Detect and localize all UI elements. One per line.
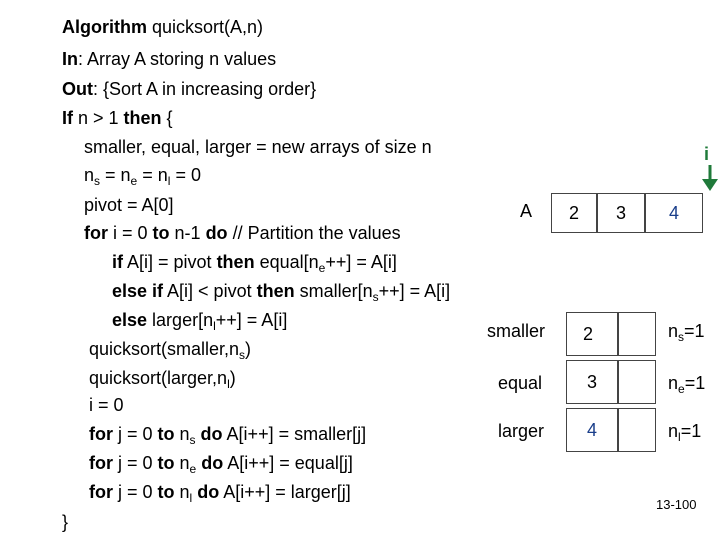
reset-i-statement: i = 0 (89, 395, 124, 415)
smaller-cell-0 (566, 312, 618, 356)
larger-label: larger (498, 421, 545, 441)
equal-cell-1 (618, 360, 656, 404)
loop-sub: s (189, 433, 196, 447)
equal-count (668, 373, 705, 394)
assign-sub: s (372, 290, 379, 304)
code-line-copy-larger (89, 481, 351, 504)
keyword-to: to (157, 424, 175, 444)
code-line-counters (84, 164, 201, 187)
code-line-if (62, 107, 173, 130)
partition-comment: // Partition the values (227, 223, 401, 243)
keyword-algorithm: Algorithm (62, 17, 147, 37)
code-line-in (62, 48, 276, 71)
code-line-out (62, 78, 316, 101)
keyword-do: do (196, 453, 224, 473)
if-condition: n > 1 (73, 108, 124, 128)
count-text: =1 (684, 373, 706, 393)
code-line-copy-equal (89, 452, 353, 475)
smaller-label: smaller (487, 321, 546, 341)
loop-text: j = 0 (113, 482, 158, 502)
count-sub: s (678, 330, 685, 344)
assign-sub: e (318, 261, 326, 275)
larger-cell-0 (566, 408, 618, 452)
loop-text: n-1 (169, 223, 206, 243)
loop-text: i = 0 (108, 223, 153, 243)
keyword-out: Out (62, 79, 93, 99)
slide-number: 13-100 (656, 497, 697, 512)
open-brace: { (161, 108, 173, 128)
output-description: : {Sort A in increasing order} (93, 79, 317, 99)
assign-text: ++] = A[i] (325, 252, 397, 272)
array-a-value-2: 4 (668, 202, 679, 223)
code-line-reset-i (89, 394, 124, 417)
cond-text: A[i] < pivot (163, 281, 257, 301)
counter-text: = n (100, 165, 131, 185)
new-arrays-statement: smaller, equal, larger = new arrays of size n (84, 137, 432, 157)
keyword-else-if: else if (112, 281, 164, 301)
array-a-cell-2 (645, 193, 703, 233)
loop-text: n (174, 453, 190, 473)
array-a-cell-0 (551, 193, 597, 233)
count-text: n (668, 421, 679, 441)
smaller-value-0: 2 (583, 323, 594, 344)
array-a-value-1: 3 (615, 202, 626, 223)
code-line-recurse-smaller (89, 338, 251, 361)
code-line-else-if-smaller (112, 280, 450, 303)
down-arrow-icon (700, 165, 720, 193)
array-a-label: A (520, 201, 533, 221)
algorithm-signature: quicksort(A,n) (147, 17, 264, 37)
keyword-to: to (152, 223, 170, 243)
keyword-then: then (123, 108, 162, 128)
pointer-i-label: i (704, 144, 710, 164)
call-text: quicksort(smaller,n (89, 339, 240, 359)
code-line-new-arrays (84, 136, 432, 159)
keyword-to: to (157, 482, 175, 502)
loop-sub: e (189, 462, 197, 476)
assign-text: equal[n (254, 252, 319, 272)
keyword-then: then (256, 281, 295, 301)
array-a-value-0: 2 (568, 202, 579, 223)
loop-text: n (174, 482, 190, 502)
close-brace: } (62, 512, 69, 532)
keyword-for: for (89, 424, 113, 444)
code-line-algorithm (62, 16, 263, 39)
keyword-if: If (62, 108, 73, 128)
larger-value-0: 4 (587, 419, 598, 440)
larger-cell-1 (618, 408, 656, 452)
keyword-for: for (89, 482, 113, 502)
counter-text: n (84, 165, 95, 185)
code-line-close-brace (62, 511, 68, 534)
counter-text: = 0 (170, 165, 201, 185)
call-text: quicksort(larger,n (89, 368, 228, 388)
keyword-for: for (89, 453, 113, 473)
assign-text: smaller[n (294, 281, 373, 301)
loop-text: j = 0 (113, 424, 158, 444)
keyword-if: if (112, 252, 123, 272)
larger-count (668, 421, 701, 442)
counter-sub: e (130, 174, 138, 188)
assign-sub: l (213, 319, 216, 333)
code-line-for-partition (84, 222, 401, 245)
loop-text: n (174, 424, 190, 444)
code-line-else-larger (112, 309, 287, 332)
keyword-do: do (195, 424, 223, 444)
loop-sub: l (189, 491, 193, 505)
call-sub: s (239, 348, 246, 362)
count-sub: l (678, 430, 681, 444)
loop-text: A[i++] = equal[j] (223, 453, 353, 473)
equal-value-0: 3 (587, 371, 598, 392)
cond-text: A[i] = pivot (123, 252, 217, 272)
code-line-if-equal (112, 251, 397, 274)
count-sub: e (678, 382, 685, 396)
keyword-for: for (84, 223, 108, 243)
counter-sub: s (94, 174, 101, 188)
input-description: : Array A storing n values (78, 49, 277, 69)
assign-text: ++] = A[i] (215, 310, 288, 330)
loop-text: A[i++] = smaller[j] (222, 424, 367, 444)
count-text: =1 (680, 421, 702, 441)
call-sub: l (227, 377, 230, 391)
count-text: =1 (684, 321, 705, 341)
keyword-else: else (112, 310, 148, 330)
counter-sub: l (167, 174, 171, 188)
assign-text: ++] = A[i] (378, 281, 451, 301)
keyword-in: In (62, 49, 78, 69)
count-text: n (668, 321, 679, 341)
keyword-then: then (216, 252, 255, 272)
equal-cell-0 (566, 360, 618, 404)
call-text: ) (229, 368, 236, 388)
count-text: n (668, 373, 679, 393)
call-text: ) (245, 339, 252, 359)
loop-text: A[i++] = larger[j] (219, 482, 351, 502)
code-line-copy-smaller (89, 423, 366, 446)
loop-text: j = 0 (113, 453, 158, 473)
pivot-statement: pivot = A[0] (84, 195, 174, 215)
assign-text: larger[n (147, 310, 214, 330)
equal-label: equal (498, 373, 543, 393)
counter-text: = n (137, 165, 168, 185)
smaller-count (668, 321, 705, 342)
array-a-cell-1 (597, 193, 645, 233)
keyword-do: do (205, 223, 228, 243)
keyword-to: to (157, 453, 175, 473)
code-line-recurse-larger (89, 367, 236, 390)
keyword-do: do (192, 482, 220, 502)
smaller-cell-1 (618, 312, 656, 356)
code-line-pivot (84, 194, 174, 217)
